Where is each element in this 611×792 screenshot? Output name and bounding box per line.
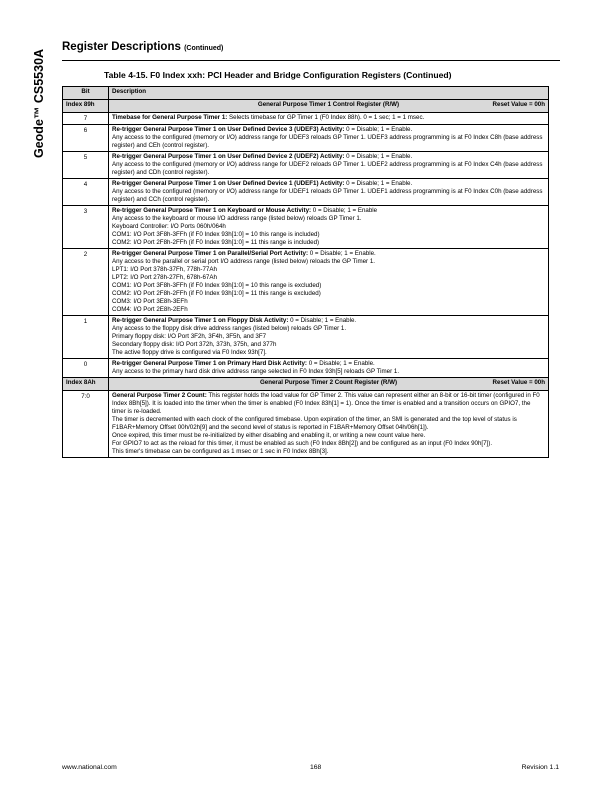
table-header-row bbox=[63, 87, 549, 100]
field-name: Re-trigger General Purpose Timer 1 on User Defined Device 2 (UDEF2) Activity: bbox=[112, 153, 345, 160]
description-line: LPT2: I/O Port 278h-27Fh, 678h-67Ah bbox=[112, 274, 217, 281]
table-row bbox=[63, 249, 549, 316]
table-row bbox=[63, 206, 549, 249]
description-line: COM4: I/O Port 2E8h-2EFh bbox=[112, 306, 188, 313]
description-line: COM1: I/O Port 3F8h-3FFh (if F0 Index 93h[1:0] = 10 this range is included) bbox=[112, 231, 320, 238]
field-name: Re-trigger General Purpose Timer 1 on Keyboard or Mouse Activity: bbox=[112, 207, 312, 214]
page-number: 168 bbox=[310, 764, 322, 771]
section-index: Index 8Ah bbox=[63, 378, 109, 391]
bit-cell: 5 bbox=[63, 152, 109, 179]
field-summary: 0 = Disable; 1 = Enable. bbox=[344, 180, 413, 187]
description-cell bbox=[109, 152, 549, 179]
description-line: Once expired, this timer must be re-initialized by either disabling and enabling it, or writing a new count value here. bbox=[112, 432, 426, 439]
bit-cell: 7:0 bbox=[63, 391, 109, 458]
bit-cell: 3 bbox=[63, 206, 109, 249]
bit-cell: 2 bbox=[63, 249, 109, 316]
description-line: COM3: I/O Port 3E8h-3EFh bbox=[112, 298, 188, 305]
table-row bbox=[63, 125, 549, 152]
description-cell bbox=[109, 249, 549, 316]
section-title-cell bbox=[109, 378, 549, 391]
description-line: COM2: I/O Port 2F8h-2FFh (if F0 Index 93h[1:0] = 11 this range is excluded) bbox=[112, 290, 321, 297]
table-body bbox=[63, 100, 549, 458]
revision: Revision 1.1 bbox=[521, 764, 559, 771]
table-caption: Table 4-15. F0 Index xxh: PCI Header and Bridge Configuration Registers (Continued) bbox=[104, 70, 452, 80]
side-title bbox=[30, 38, 44, 158]
description-line: Any access to the keyboard or mouse I/O address range (listed below) reloads GP Timer 1. bbox=[112, 215, 362, 222]
description-line: COM2: I/O Port 2F8h-2FFh (if F0 Index 93h[1:0] = 11 this range is included) bbox=[112, 239, 320, 246]
description-line: This timer's timebase can be configured as 1 msec or 1 sec in F0 Index 8Bh[3]. bbox=[112, 448, 329, 455]
description-cell bbox=[109, 206, 549, 249]
description-cell bbox=[109, 113, 549, 125]
bit-column-header: Bit bbox=[63, 87, 109, 100]
page-title bbox=[62, 41, 223, 53]
description-line: Primary floppy disk: I/O Port 3F2h, 3F4h, 3F5h, and 3F7 bbox=[112, 333, 267, 340]
page-title-text: Register Descriptions bbox=[62, 41, 181, 53]
table-row bbox=[63, 113, 549, 125]
table-row bbox=[63, 179, 549, 206]
page-header bbox=[62, 38, 560, 61]
description-cell bbox=[109, 391, 549, 458]
description-cell bbox=[109, 359, 549, 378]
description-line: Any access to the primary hard disk drive address range selected in F0 Index 93h[5] reloads GP Timer 1. bbox=[112, 368, 400, 375]
bit-cell: 6 bbox=[63, 125, 109, 152]
field-name: Re-trigger General Purpose Timer 1 on Parallel/Serial Port Activity: bbox=[112, 250, 309, 257]
field-name: Re-trigger General Purpose Timer 1 on Primary Hard Disk Activity: bbox=[112, 360, 307, 367]
field-name: Timebase for General Purpose Timer 1: bbox=[112, 114, 228, 121]
field-summary: 0 = Disable; 1 = Enable. bbox=[344, 153, 413, 160]
description-line: Any access to the floppy disk drive address ranges (listed below) reloads GP Timer 1. bbox=[112, 325, 347, 332]
bit-cell: 0 bbox=[63, 359, 109, 378]
field-name: General Purpose Timer 2 Count: bbox=[112, 392, 207, 399]
table-row bbox=[63, 391, 549, 458]
table-row bbox=[63, 359, 549, 378]
section-title-cell bbox=[109, 100, 549, 113]
field-summary: 0 = Disable; 1 = Enable. bbox=[344, 126, 413, 133]
field-summary: 0 = Disable; 1 = Enable. bbox=[306, 360, 375, 367]
field-name: Re-trigger General Purpose Timer 1 on Floppy Disk Activity: bbox=[112, 317, 289, 324]
section-index: Index 89h bbox=[63, 100, 109, 113]
field-summary: 0 = Disable; 1 = Enable. bbox=[308, 250, 376, 257]
description-line: The active floppy drive is configured via F0 Index 93h[7]. bbox=[112, 349, 267, 356]
description-line: The timer is decremented with each clock of the configured timebase. Upon expiration of the timer, an SMI is generated and the top level of status is F1BAR+Memory Offset 00h/02h[9] and the second level of status is reported in F1BAR+Memory Offset 04h/06h[1]). bbox=[112, 416, 517, 431]
description-cell bbox=[109, 316, 549, 359]
bit-cell: 7 bbox=[63, 113, 109, 125]
section-title: General Purpose Timer 1 Control Register (R/W) bbox=[257, 101, 400, 108]
section-reset-value: Reset Value = 00h bbox=[492, 379, 545, 386]
field-name: Re-trigger General Purpose Timer 1 on User Defined Device 1 (UDEF1) Activity: bbox=[112, 180, 345, 187]
section-reset-value: Reset Value = 00h bbox=[492, 101, 545, 108]
section-header-row bbox=[63, 378, 549, 391]
field-summary: This register holds the load value for GP Timer 2. This value can represent either an 8-bit or 16-bit timer (configured in F0 Index 8Bh[5]). It is loaded into the timer when the timer is enabled (F0 Index 83h[1] = 1). Once the timer is enabled and a transition occurs on GPIO7, the timer is re-loaded. bbox=[112, 392, 540, 415]
footer-website: www.national.com bbox=[62, 764, 117, 771]
bit-cell: 4 bbox=[63, 179, 109, 206]
field-name: Re-trigger General Purpose Timer 1 on User Defined Device 3 (UDEF3) Activity: bbox=[112, 126, 345, 133]
description-line: Any access to the configured (memory or I/O) address range for UDEF2 reloads GP Timer 1. UDEF2 address programming is at F0 Index C4h (base address register) and CDh (control register). bbox=[112, 161, 543, 176]
field-summary: 0 = Disable; 1 = Enable bbox=[311, 207, 378, 214]
description-line: Any access to the parallel or serial port I/O address range (listed below) reloads the GP Timer 1. bbox=[112, 258, 375, 265]
table-row bbox=[63, 316, 549, 359]
description-column-header: Description bbox=[109, 87, 549, 100]
description-line: COM1: I/O Port 3F8h-3FFh (if F0 Index 93h[1:0] = 10 this range is excluded) bbox=[112, 282, 322, 289]
page-title-suffix: (Continued) bbox=[184, 45, 224, 52]
section-header-row bbox=[63, 100, 549, 113]
field-summary: 0 = Disable; 1 = Enable. bbox=[288, 317, 357, 324]
description-line: Any access to the configured (memory or I/O) address range for UDEF3 reloads GP Timer 1. UDEF3 address programming is at F0 Index C8h (base address register) and CEh (control register). bbox=[112, 134, 543, 149]
description-line: Any access to the configured (memory or I/O) address range for UDEF1 reloads GP Timer 1. UDEF1 address programming is at F0 Index C0h (base address register) and CCh (control register). bbox=[112, 188, 543, 203]
section-title: General Purpose Timer 2 Count Register (R/W) bbox=[259, 379, 398, 386]
table-row bbox=[63, 152, 549, 179]
product-name: Geode™ CS5530A bbox=[32, 48, 46, 158]
description-line: Secondary floppy disk: I/O Port 372h, 373h, 375h, and 377h bbox=[112, 341, 277, 348]
description-line: LPT1: I/O Port 378h-37Fh, 778h-77Ah bbox=[112, 266, 217, 273]
description-cell bbox=[109, 179, 549, 206]
description-line: For GPIO7 to act as the reload for this timer, it must be enabled as such (F0 Index 8Bh[2]) and be configured as an input (F0 Index 90h[7]). bbox=[112, 440, 493, 447]
bit-cell: 1 bbox=[63, 316, 109, 359]
description-line: Keyboard Controller: I/O Ports 060h/064h bbox=[112, 223, 226, 230]
description-cell bbox=[109, 125, 549, 152]
register-table bbox=[62, 86, 549, 458]
field-summary: Selects timebase for GP Timer 1 (F0 Index 88h). 0 = 1 sec; 1 = 1 msec. bbox=[227, 114, 425, 121]
